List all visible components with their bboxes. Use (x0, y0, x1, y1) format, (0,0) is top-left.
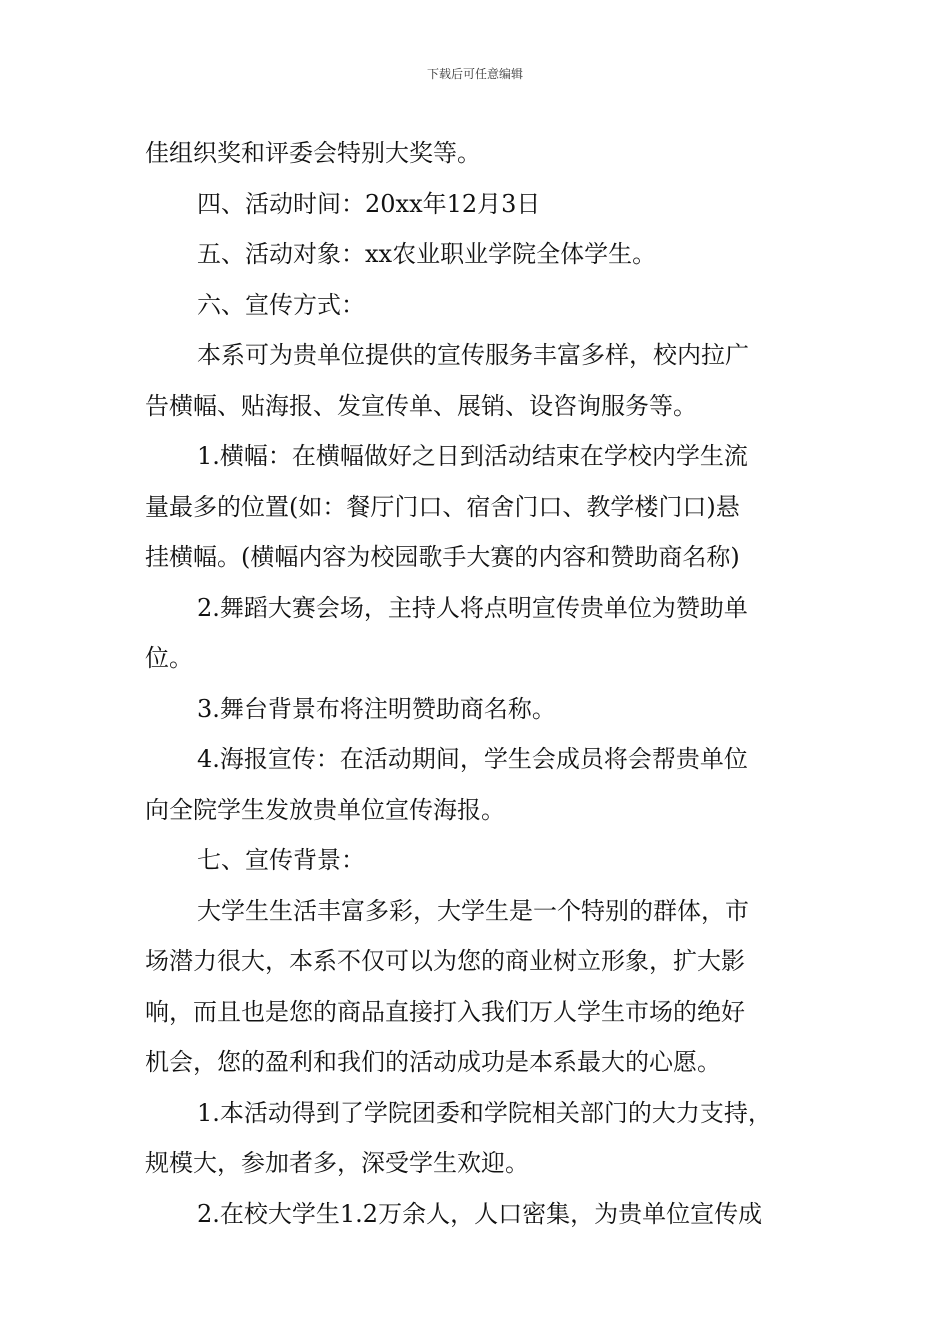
text-line: 七、宣传背景： (197, 846, 365, 874)
text-line: 2.舞蹈大赛会场，主持人将点明宣传贵单位为赞助单 (197, 593, 748, 622)
text-line: 场潜力很大，本系不仅可以为您的商业树立形象，扩大影 (145, 947, 745, 975)
text-line: 告横幅、贴海报、发宣传单、展销、设咨询服务等。 (145, 391, 697, 420)
text-line: 规模大，参加者多，深受学生欢迎。 (145, 1149, 529, 1177)
text-line: 量最多的位置(如：餐厅门口、宿舍门口、教学楼门口)悬 (145, 492, 740, 521)
text-line: 向全院学生发放贵单位宣传海报。 (145, 795, 505, 824)
text-line: 大学生生活丰富多彩，大学生是一个特别的群体，市 (197, 896, 749, 925)
document-body (145, 128, 810, 1239)
text-line: 四、活动时间：20xx年12月3日 (197, 189, 541, 218)
text-line: 本系可为贵单位提供的宣传服务丰富多样，校内拉广 (197, 341, 749, 369)
text-line: 响，而且也是您的商品直接打入我们万人学生市场的绝好 (145, 997, 745, 1026)
text-line: 1.本活动得到了学院团委和学院相关部门的大力支持， (197, 1098, 772, 1127)
text-line: 挂横幅。(横幅内容为校园歌手大赛的内容和赞助商名称) (145, 543, 740, 571)
page-header: 下载后可任意编辑 (426, 67, 523, 81)
text-line: 4.海报宣传：在活动期间，学生会成员将会帮贵单位 (197, 745, 748, 773)
text-line: 五、活动对象：xx农业职业学院全体学生。 (197, 240, 657, 268)
text-line: 佳组织奖和评委会特别大奖等。 (145, 139, 481, 167)
text-line: 3.舞台背景布将注明赞助商名称。 (197, 694, 556, 723)
text-line: 2.在校大学生1.2万余人，人口密集，为贵单位宣传成 (197, 1199, 763, 1228)
text-line: 六、宣传方式： (197, 290, 365, 319)
text-line: 机会，您的盈利和我们的活动成功是本系最大的心愿。 (145, 1048, 721, 1076)
text-line: 1.横幅：在横幅做好之日到活动结束在学校内学生流 (197, 442, 748, 470)
text-line: 位。 (145, 644, 193, 672)
